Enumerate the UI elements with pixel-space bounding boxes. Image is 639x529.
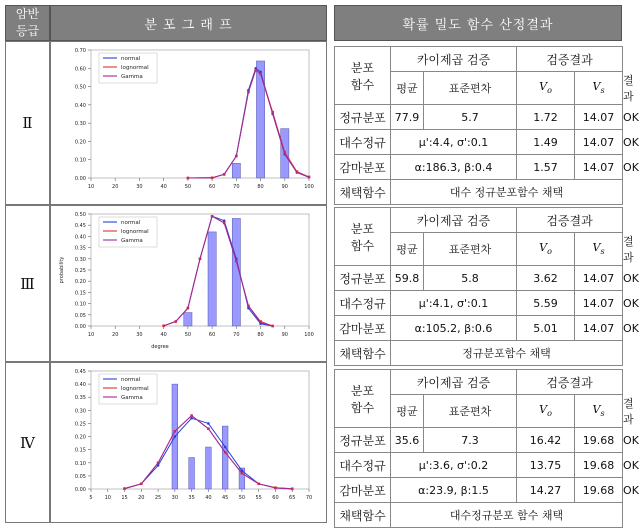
dist-func-line1: 분포: [350, 383, 375, 398]
y-tick-label: 0.40: [74, 102, 86, 109]
y-tick-label: 0.05: [74, 473, 86, 480]
selected-func-label: 채택함수: [335, 503, 391, 528]
vs-header: [575, 72, 623, 105]
vo-header: [517, 395, 575, 428]
x-tick-label: 50: [184, 332, 192, 338]
dist-name: 대수정규: [335, 291, 391, 316]
std-header: 표준편차: [424, 395, 517, 428]
vs-value: 14.07: [575, 291, 623, 316]
dist-func-line1: 분포: [350, 221, 375, 236]
y-tick-label: 0.30: [74, 256, 86, 263]
dist-name: 대수정규: [335, 130, 391, 155]
legend-label: lognormal: [121, 386, 149, 392]
histogram-bar: [184, 313, 192, 326]
dist-func-line1: 분포: [350, 60, 375, 75]
normal-point: [224, 446, 227, 449]
y-tick-label: 0.00: [74, 176, 86, 182]
vs-symbol: V: [592, 403, 601, 417]
y-tick-label: 0.45: [74, 369, 86, 375]
y-tick-label: 0.15: [74, 290, 86, 297]
y-tick-label: 0.00: [74, 487, 86, 493]
dist-func-header: [335, 370, 391, 428]
dist-params: μ':4.4, σ':0.1: [391, 130, 517, 155]
y-tick-label: 0.60: [74, 66, 86, 73]
table-row: 감마분포 α:23.9, β:1.5 14.27 19.68 OK: [335, 478, 623, 503]
vo-subscript: o: [547, 247, 552, 257]
vs-symbol: V: [592, 241, 601, 255]
y-tick-label: 0.50: [74, 84, 86, 91]
table-row: 대수정규 μ':4.4, σ':0.1 1.49 14.07 OK: [335, 130, 623, 155]
verify-header: 검증결과: [517, 47, 623, 72]
histogram-bar: [222, 426, 228, 489]
x-tick-label: 50: [184, 184, 192, 190]
x-tick-label: 35: [188, 495, 195, 501]
y-axis-label: probability: [59, 256, 65, 284]
dist-params: α:23.9, β:1.5: [391, 478, 517, 503]
x-tick-label: 80: [257, 332, 264, 338]
vo-value: 16.42: [517, 428, 575, 453]
dist-params: μ':4.1, σ':0.1: [391, 291, 517, 316]
vs-subscript: s: [600, 409, 605, 419]
normal-point: [207, 422, 210, 425]
y-tick-label: 0.20: [74, 279, 86, 286]
x-tick-label: 70: [305, 495, 313, 501]
histogram-bar: [189, 458, 195, 489]
dist-params: α:105.2, β:0.6: [391, 316, 517, 341]
vs-value: 19.68: [575, 478, 623, 503]
table-row: 대수정규 μ':4.1, σ':0.1 5.59 14.07 OK: [335, 291, 623, 316]
chart-cell-3: [50, 205, 327, 362]
vs-value: 14.07: [575, 266, 623, 291]
dist-func-line2: 함수: [350, 238, 375, 253]
vo-value: 13.75: [517, 453, 575, 478]
mean-header: 평균: [391, 395, 424, 428]
chart-cell-2: [50, 41, 327, 205]
vs-value: 14.07: [575, 130, 623, 155]
std-value: 5.7: [424, 105, 517, 130]
grade-header-line1: 암반: [15, 7, 40, 21]
y-tick-label: 0.00: [74, 324, 86, 330]
mean-header: 평균: [391, 72, 424, 105]
x-tick-label: 10: [87, 332, 95, 338]
result-table-2: 분포 함수 카이제곱 검증 검증결과 평균 표준편차 $V_o$ $V_s$ 결과 정규분포 77.9 5.7 1.72 14.07 OK 대수정규 μ':4.4, σ':0.1 1.49 14.07 OK 감마분포 α:186.3, β:0.4 1.57 14.07 OK 채택함수 대수 정규분포함수 채택: [334, 46, 623, 205]
legend-label: Gamma: [121, 74, 143, 80]
table-row: 감마분포 α:105.2, β:0.6 5.01 14.07 OK: [335, 316, 623, 341]
selected-func-label: 채택함수: [335, 341, 391, 366]
table-row: 감마분포 α:186.3, β:0.4 1.57 14.07 OK: [335, 155, 623, 180]
result-table-4: 분포 함수 카이제곱 검증 검증결과 평균 표준편차 $V_o$ $V_s$ 결과 정규분포 35.6 7.3 16.42 19.68 OK 대수정규 μ':3.6, σ':0.2 13.75 19.68 OK 감마분포 α:23.9, β:1.5 14.27 19.68 OK 채택함수 대수정규분포 함수 채택: [334, 369, 623, 528]
dist-func-line2: 함수: [350, 77, 375, 92]
grade-4: Ⅳ: [5, 362, 50, 523]
vo-value: 1.49: [517, 130, 575, 155]
vo-header: [517, 72, 575, 105]
selected-func-label: 채택함수: [335, 180, 391, 205]
x-tick-label: 55: [255, 495, 262, 501]
dist-func-header: [335, 208, 391, 266]
x-tick-label: 30: [136, 184, 143, 190]
x-tick-label: 80: [257, 184, 264, 190]
y-tick-label: 0.25: [74, 421, 86, 428]
mean-value: 77.9: [391, 105, 424, 130]
x-axis-label: degree: [151, 344, 169, 350]
vs-header: [575, 233, 623, 266]
std-value: 5.8: [424, 266, 517, 291]
x-tick-label: 50: [238, 495, 246, 501]
vs-value: 14.07: [575, 316, 623, 341]
x-tick-label: 30: [171, 495, 179, 501]
x-tick-label: 90: [281, 184, 288, 190]
chi-square-header: 카이제곱 검증: [391, 370, 517, 395]
distribution-chart-4: [51, 363, 328, 524]
distribution-chart-2: [51, 42, 328, 206]
vs-subscript: s: [600, 247, 605, 257]
x-tick-label: 40: [160, 332, 167, 338]
selected-func-value: 대수 정규분포함수 채택: [391, 180, 623, 205]
std-header: 표준편차: [424, 233, 517, 266]
vo-symbol: V: [539, 403, 548, 417]
dist-params: α:186.3, β:0.4: [391, 155, 517, 180]
y-tick-label: 0.25: [74, 268, 86, 274]
vs-value: 14.07: [575, 155, 623, 180]
grade-header: [5, 5, 50, 41]
dist-func-header: [335, 47, 391, 105]
mean-header: 평균: [391, 233, 424, 266]
vo-value: 1.57: [517, 155, 575, 180]
dist-name: 대수정규: [335, 453, 391, 478]
y-tick-label: 0.10: [74, 460, 86, 467]
x-tick-label: 45: [221, 495, 229, 501]
x-tick-label: 40: [160, 184, 167, 190]
y-tick-label: 0.35: [74, 245, 86, 252]
result-header: 확률 밀도 함수 산정결과: [334, 5, 622, 41]
x-tick-label: 60: [272, 495, 279, 501]
x-tick-label: 100: [304, 184, 314, 190]
y-tick-label: 0.30: [74, 121, 86, 128]
histogram-bar: [208, 232, 216, 326]
histogram-bar: [206, 447, 212, 489]
vo-header: [517, 233, 575, 266]
std-value: 7.3: [424, 428, 517, 453]
normal-point: [174, 435, 177, 438]
table-row: 정규분포 59.8 5.8 3.62 14.07 OK: [335, 266, 623, 291]
table-row: 정규분포 77.9 5.7 1.72 14.07 OK: [335, 105, 623, 130]
vo-value: 3.62: [517, 266, 575, 291]
x-tick-label: 60: [208, 332, 216, 338]
y-tick-label: 0.40: [74, 382, 86, 389]
y-tick-label: 0.30: [74, 408, 86, 415]
vo-value: 1.72: [517, 105, 575, 130]
grade-3: Ⅲ: [5, 205, 50, 362]
dist-name: 감마분포: [335, 478, 391, 503]
x-tick-label: 20: [138, 495, 145, 501]
x-tick-label: 60: [208, 184, 216, 190]
dist-name: 감마분포: [335, 316, 391, 341]
distribution-chart-3: [51, 206, 328, 363]
vo-symbol: V: [539, 241, 548, 255]
graph-header: 분 포 그 래 프: [50, 5, 327, 41]
table-row: 대수정규 μ':3.6, σ':0.2 13.75 19.68 OK: [335, 453, 623, 478]
vs-header: [575, 395, 623, 428]
x-tick-label: 20: [112, 184, 119, 190]
chi-square-header: 카이제곱 검증: [391, 47, 517, 72]
chart-cell-4: [50, 362, 327, 523]
legend-label: Gamma: [121, 238, 143, 244]
y-tick-label: 0.15: [74, 447, 86, 454]
vo-subscript: o: [547, 86, 552, 96]
grade-2: Ⅱ: [5, 41, 50, 205]
x-tick-label: 5: [89, 495, 93, 501]
dist-func-line2: 함수: [350, 400, 375, 415]
vs-value: 14.07: [575, 105, 623, 130]
vs-value: 19.68: [575, 428, 623, 453]
y-tick-label: 0.20: [74, 139, 86, 146]
y-tick-label: 0.05: [74, 312, 86, 319]
vo-value: 5.59: [517, 291, 575, 316]
x-tick-label: 10: [104, 495, 111, 501]
selected-func-value: 정규분포함수 채택: [391, 341, 623, 366]
x-tick-label: 40: [205, 495, 212, 501]
grade-header-line2: 등급: [15, 24, 40, 38]
dist-name: 정규분포: [335, 105, 391, 130]
y-tick-label: 0.70: [74, 48, 86, 54]
normal-point: [223, 219, 226, 222]
histogram-bar: [256, 61, 264, 178]
y-tick-label: 0.20: [74, 434, 86, 441]
x-tick-label: 15: [121, 495, 128, 501]
selected-func-value: 대수정규분포 함수 채택: [391, 503, 623, 528]
y-tick-label: 0.10: [74, 157, 86, 164]
x-tick-label: 25: [154, 495, 162, 501]
legend-label: lognormal: [121, 229, 149, 235]
std-header: 표준편차: [424, 72, 517, 105]
dist-name: 정규분포: [335, 266, 391, 291]
legend-label: lognormal: [121, 65, 149, 71]
x-tick-label: 10: [87, 184, 95, 190]
verify-header: 검증결과: [517, 370, 623, 395]
vs-value: 19.68: [575, 453, 623, 478]
x-tick-label: 70: [233, 332, 240, 338]
x-tick-label: 65: [289, 495, 296, 501]
y-tick-label: 0.40: [74, 234, 86, 241]
legend-label: normal: [121, 377, 141, 383]
mean-value: 59.8: [391, 266, 424, 291]
verify-header: 검증결과: [517, 208, 623, 233]
vs-subscript: s: [600, 86, 605, 96]
result-table-3: 분포 함수 카이제곱 검증 검증결과 평균 표준편차 $V_o$ $V_s$ 결과 정규분포 59.8 5.8 3.62 14.07 OK 대수정규 μ':4.1, σ':0.1 5.59 14.07 OK 감마분포 α:105.2, β:0.6 5.01 14.07 OK 채택함수 정규분포함수 채택: [334, 207, 623, 366]
vs-symbol: V: [592, 80, 601, 94]
dist-params: μ':3.6, σ':0.2: [391, 453, 517, 478]
legend-label: Gamma: [121, 395, 143, 401]
vo-subscript: o: [547, 409, 552, 419]
y-tick-label: 0.50: [74, 212, 86, 218]
x-tick-label: 70: [233, 184, 240, 190]
vo-symbol: V: [539, 80, 548, 94]
normal-point: [190, 417, 193, 420]
x-tick-label: 90: [281, 332, 288, 338]
y-tick-label: 0.35: [74, 395, 86, 402]
dist-name: 감마분포: [335, 155, 391, 180]
table-row: 정규분포 35.6 7.3 16.42 19.68 OK: [335, 428, 623, 453]
x-tick-label: 100: [304, 332, 314, 338]
y-tick-label: 0.45: [74, 223, 86, 230]
x-tick-label: 20: [112, 332, 119, 338]
histogram-bar: [232, 163, 240, 178]
dist-name: 정규분포: [335, 428, 391, 453]
vo-value: 5.01: [517, 316, 575, 341]
y-tick-label: 0.10: [74, 301, 86, 308]
legend-label: normal: [121, 220, 141, 226]
chi-square-header: 카이제곱 검증: [391, 208, 517, 233]
vo-value: 14.27: [517, 478, 575, 503]
mean-value: 35.6: [391, 428, 424, 453]
x-tick-label: 30: [136, 332, 143, 338]
legend-label: normal: [121, 56, 141, 62]
